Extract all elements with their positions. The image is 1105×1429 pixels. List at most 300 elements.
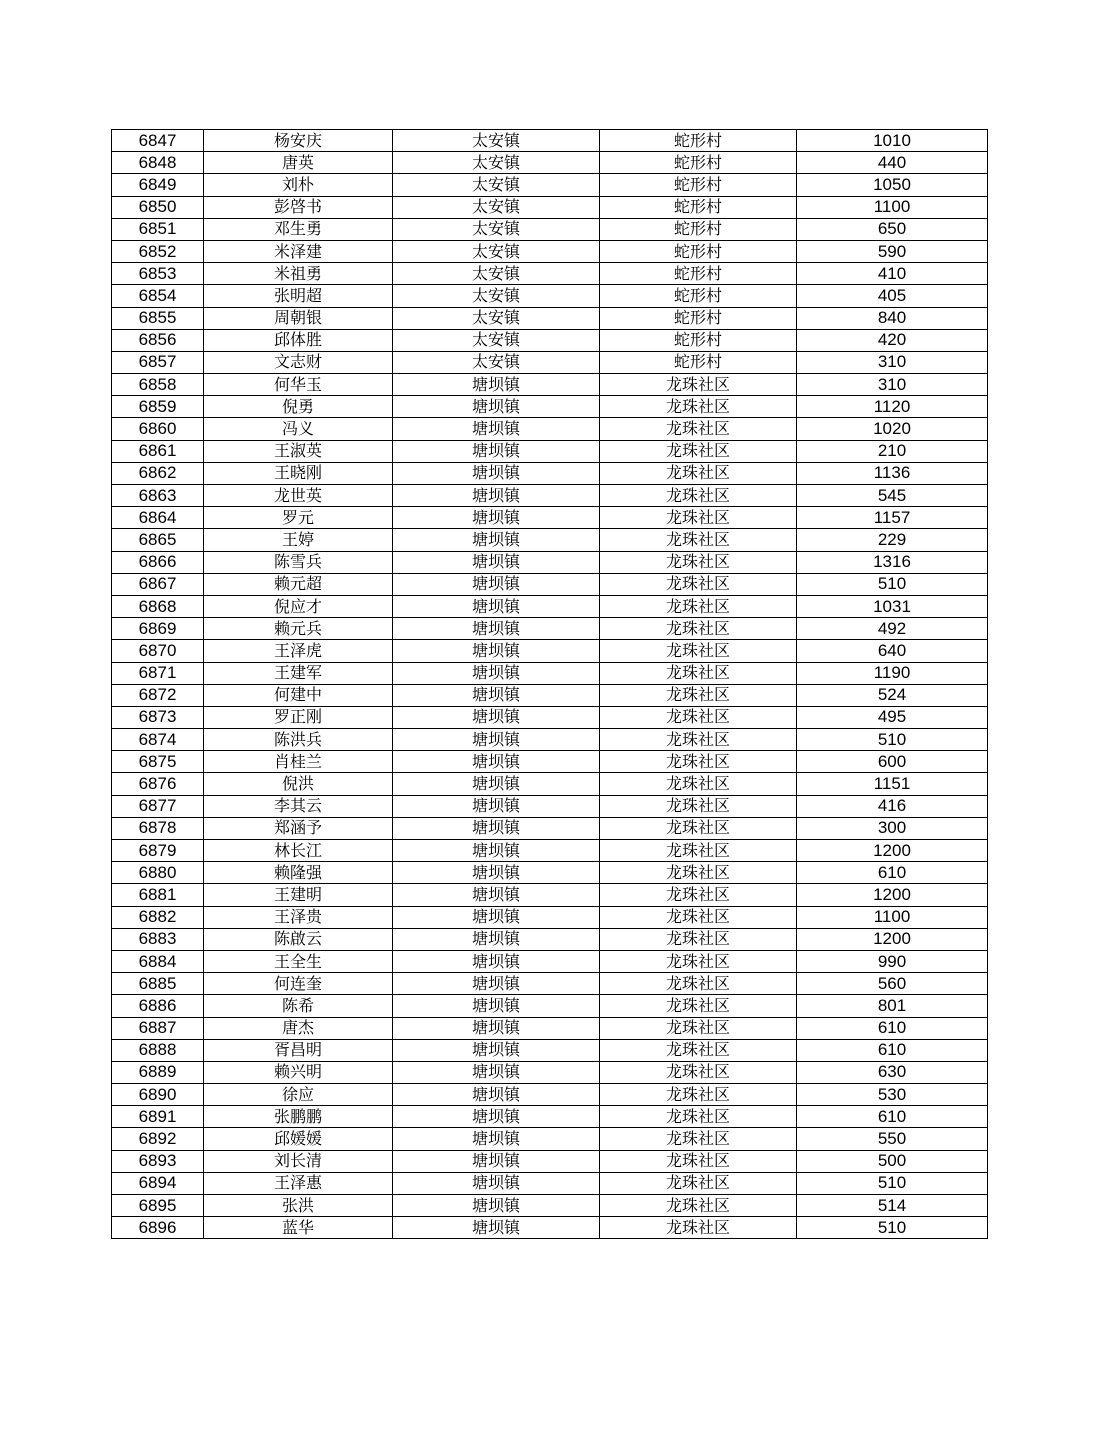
table-row — [112, 817, 988, 839]
table-row — [112, 462, 988, 484]
village-cell: 龙珠社区 — [600, 507, 797, 529]
town-cell: 太安镇 — [393, 174, 600, 196]
town-cell: 塘坝镇 — [393, 884, 600, 906]
name-cell: 赖元兵 — [204, 618, 393, 640]
amount-cell: 510 — [797, 573, 988, 595]
town-cell: 塘坝镇 — [393, 906, 600, 928]
town-cell: 塘坝镇 — [393, 706, 600, 728]
name-cell: 陈洪兵 — [204, 729, 393, 751]
village-cell: 龙珠社区 — [600, 773, 797, 795]
id-cell: 6879 — [112, 840, 204, 862]
village-cell: 龙珠社区 — [600, 1017, 797, 1039]
town-cell: 太安镇 — [393, 307, 600, 329]
name-cell: 王泽惠 — [204, 1172, 393, 1194]
amount-cell: 545 — [797, 485, 988, 507]
town-cell: 太安镇 — [393, 329, 600, 351]
name-cell: 王泽贵 — [204, 906, 393, 928]
id-cell: 6858 — [112, 374, 204, 396]
name-cell: 赖兴明 — [204, 1061, 393, 1083]
table-row — [112, 1039, 988, 1061]
id-cell: 6865 — [112, 529, 204, 551]
id-cell: 6885 — [112, 973, 204, 995]
name-cell: 赖隆强 — [204, 862, 393, 884]
name-cell: 刘长清 — [204, 1150, 393, 1172]
amount-cell: 600 — [797, 751, 988, 773]
village-cell: 龙珠社区 — [600, 973, 797, 995]
table-row — [112, 995, 988, 1017]
id-cell: 6871 — [112, 662, 204, 684]
name-cell: 邱媛媛 — [204, 1128, 393, 1150]
amount-cell: 300 — [797, 817, 988, 839]
name-cell: 杨安庆 — [204, 130, 393, 152]
village-cell: 龙珠社区 — [600, 1106, 797, 1128]
table-row — [112, 862, 988, 884]
amount-cell: 524 — [797, 684, 988, 706]
amount-cell: 1100 — [797, 196, 988, 218]
village-cell: 龙珠社区 — [600, 751, 797, 773]
amount-cell: 310 — [797, 351, 988, 373]
id-cell: 6850 — [112, 196, 204, 218]
id-cell: 6891 — [112, 1106, 204, 1128]
village-cell: 龙珠社区 — [600, 950, 797, 972]
table-row — [112, 884, 988, 906]
table-row — [112, 307, 988, 329]
id-cell: 6861 — [112, 440, 204, 462]
village-cell: 龙珠社区 — [600, 1084, 797, 1106]
amount-cell: 801 — [797, 995, 988, 1017]
village-cell: 龙珠社区 — [600, 928, 797, 950]
id-cell: 6857 — [112, 351, 204, 373]
town-cell: 塘坝镇 — [393, 1084, 600, 1106]
amount-cell: 550 — [797, 1128, 988, 1150]
table-row — [112, 152, 988, 174]
id-cell: 6867 — [112, 573, 204, 595]
village-cell: 蛇形村 — [600, 329, 797, 351]
table-row — [112, 285, 988, 307]
town-cell: 塘坝镇 — [393, 374, 600, 396]
town-cell: 塘坝镇 — [393, 662, 600, 684]
table-row — [112, 396, 988, 418]
table-row — [112, 729, 988, 751]
town-cell: 塘坝镇 — [393, 862, 600, 884]
name-cell: 文志财 — [204, 351, 393, 373]
table-row — [112, 595, 988, 617]
name-cell: 唐英 — [204, 152, 393, 174]
village-cell: 龙珠社区 — [600, 662, 797, 684]
name-cell: 王建军 — [204, 662, 393, 684]
id-cell: 6864 — [112, 507, 204, 529]
id-cell: 6848 — [112, 152, 204, 174]
amount-cell: 310 — [797, 374, 988, 396]
table-row — [112, 529, 988, 551]
id-cell: 6888 — [112, 1039, 204, 1061]
amount-cell: 1316 — [797, 551, 988, 573]
table-row — [112, 196, 988, 218]
id-cell: 6856 — [112, 329, 204, 351]
table-row — [112, 1195, 988, 1217]
village-cell: 龙珠社区 — [600, 551, 797, 573]
table-row — [112, 1150, 988, 1172]
id-cell: 6862 — [112, 462, 204, 484]
name-cell: 罗正刚 — [204, 706, 393, 728]
name-cell: 王泽虎 — [204, 640, 393, 662]
table-row — [112, 1106, 988, 1128]
name-cell: 胥昌明 — [204, 1039, 393, 1061]
town-cell: 塘坝镇 — [393, 1217, 600, 1239]
village-cell: 龙珠社区 — [600, 595, 797, 617]
id-cell: 6860 — [112, 418, 204, 440]
town-cell: 塘坝镇 — [393, 995, 600, 1017]
name-cell: 陈希 — [204, 995, 393, 1017]
name-cell: 倪洪 — [204, 773, 393, 795]
amount-cell: 510 — [797, 1217, 988, 1239]
name-cell: 王淑英 — [204, 440, 393, 462]
town-cell: 塘坝镇 — [393, 729, 600, 751]
amount-cell: 416 — [797, 795, 988, 817]
id-cell: 6883 — [112, 928, 204, 950]
table-row — [112, 418, 988, 440]
id-cell: 6890 — [112, 1084, 204, 1106]
town-cell: 太安镇 — [393, 218, 600, 240]
amount-cell: 560 — [797, 973, 988, 995]
town-cell: 塘坝镇 — [393, 640, 600, 662]
amount-cell: 610 — [797, 1039, 988, 1061]
table-row — [112, 840, 988, 862]
village-cell: 龙珠社区 — [600, 884, 797, 906]
id-cell: 6868 — [112, 595, 204, 617]
amount-cell: 440 — [797, 152, 988, 174]
town-cell: 塘坝镇 — [393, 551, 600, 573]
amount-cell: 405 — [797, 285, 988, 307]
amount-cell: 514 — [797, 1195, 988, 1217]
amount-cell: 410 — [797, 263, 988, 285]
amount-cell: 610 — [797, 1106, 988, 1128]
id-cell: 6878 — [112, 817, 204, 839]
amount-cell: 840 — [797, 307, 988, 329]
amount-cell: 500 — [797, 1150, 988, 1172]
table-row — [112, 329, 988, 351]
town-cell: 塘坝镇 — [393, 840, 600, 862]
id-cell: 6863 — [112, 485, 204, 507]
town-cell: 塘坝镇 — [393, 1106, 600, 1128]
name-cell: 蓝华 — [204, 1217, 393, 1239]
amount-cell: 420 — [797, 329, 988, 351]
amount-cell: 1031 — [797, 595, 988, 617]
table-row — [112, 485, 988, 507]
id-cell: 6876 — [112, 773, 204, 795]
town-cell: 塘坝镇 — [393, 485, 600, 507]
table-row — [112, 1061, 988, 1083]
amount-cell: 229 — [797, 529, 988, 551]
village-cell: 龙珠社区 — [600, 440, 797, 462]
village-cell: 龙珠社区 — [600, 1061, 797, 1083]
village-cell: 龙珠社区 — [600, 1150, 797, 1172]
name-cell: 王全生 — [204, 950, 393, 972]
town-cell: 太安镇 — [393, 263, 600, 285]
name-cell: 肖桂兰 — [204, 751, 393, 773]
id-cell: 6884 — [112, 950, 204, 972]
village-cell: 龙珠社区 — [600, 485, 797, 507]
name-cell: 倪勇 — [204, 396, 393, 418]
table-row — [112, 551, 988, 573]
village-cell: 蛇形村 — [600, 351, 797, 373]
name-cell: 张鹏鹏 — [204, 1106, 393, 1128]
id-cell: 6875 — [112, 751, 204, 773]
name-cell: 周朝银 — [204, 307, 393, 329]
village-cell: 龙珠社区 — [600, 1128, 797, 1150]
name-cell: 王晓刚 — [204, 462, 393, 484]
village-cell: 龙珠社区 — [600, 1195, 797, 1217]
table-row — [112, 218, 988, 240]
id-cell: 6874 — [112, 729, 204, 751]
id-cell: 6869 — [112, 618, 204, 640]
town-cell: 塘坝镇 — [393, 1150, 600, 1172]
town-cell: 塘坝镇 — [393, 462, 600, 484]
town-cell: 太安镇 — [393, 351, 600, 373]
table-row — [112, 928, 988, 950]
amount-cell: 1151 — [797, 773, 988, 795]
table-row — [112, 640, 988, 662]
village-cell: 龙珠社区 — [600, 1172, 797, 1194]
table-row — [112, 1172, 988, 1194]
amount-cell: 1136 — [797, 462, 988, 484]
village-cell: 龙珠社区 — [600, 706, 797, 728]
amount-cell: 1157 — [797, 507, 988, 529]
name-cell: 李其云 — [204, 795, 393, 817]
town-cell: 塘坝镇 — [393, 1128, 600, 1150]
town-cell: 塘坝镇 — [393, 1172, 600, 1194]
id-cell: 6893 — [112, 1150, 204, 1172]
table-row — [112, 795, 988, 817]
town-cell: 塘坝镇 — [393, 1195, 600, 1217]
town-cell: 塘坝镇 — [393, 1061, 600, 1083]
amount-cell: 1120 — [797, 396, 988, 418]
village-cell: 龙珠社区 — [600, 1039, 797, 1061]
amount-cell: 630 — [797, 1061, 988, 1083]
name-cell: 唐杰 — [204, 1017, 393, 1039]
village-cell: 龙珠社区 — [600, 862, 797, 884]
name-cell: 何建中 — [204, 684, 393, 706]
name-cell: 赖元超 — [204, 573, 393, 595]
name-cell: 陈雪兵 — [204, 551, 393, 573]
village-cell: 龙珠社区 — [600, 618, 797, 640]
id-cell: 6859 — [112, 396, 204, 418]
name-cell: 刘朴 — [204, 174, 393, 196]
town-cell: 塘坝镇 — [393, 595, 600, 617]
town-cell: 塘坝镇 — [393, 817, 600, 839]
village-cell: 蛇形村 — [600, 174, 797, 196]
name-cell: 倪应才 — [204, 595, 393, 617]
amount-cell: 495 — [797, 706, 988, 728]
id-cell: 6870 — [112, 640, 204, 662]
town-cell: 太安镇 — [393, 240, 600, 262]
village-cell: 蛇形村 — [600, 152, 797, 174]
id-cell: 6886 — [112, 995, 204, 1017]
amount-cell: 1200 — [797, 928, 988, 950]
town-cell: 塘坝镇 — [393, 618, 600, 640]
table-body — [112, 130, 988, 1239]
village-cell: 蛇形村 — [600, 218, 797, 240]
amount-cell: 1050 — [797, 174, 988, 196]
name-cell: 郑涵予 — [204, 817, 393, 839]
amount-cell: 640 — [797, 640, 988, 662]
table-row — [112, 706, 988, 728]
village-cell: 龙珠社区 — [600, 906, 797, 928]
village-cell: 龙珠社区 — [600, 1217, 797, 1239]
village-cell: 蛇形村 — [600, 196, 797, 218]
id-cell: 6873 — [112, 706, 204, 728]
town-cell: 塘坝镇 — [393, 440, 600, 462]
id-cell: 6887 — [112, 1017, 204, 1039]
village-cell: 蛇形村 — [600, 307, 797, 329]
table-row — [112, 973, 988, 995]
table-row — [112, 751, 988, 773]
village-cell: 蛇形村 — [600, 130, 797, 152]
id-cell: 6853 — [112, 263, 204, 285]
id-cell: 6852 — [112, 240, 204, 262]
id-cell: 6882 — [112, 906, 204, 928]
amount-cell: 510 — [797, 729, 988, 751]
village-cell: 龙珠社区 — [600, 573, 797, 595]
table-row — [112, 130, 988, 152]
amount-cell: 1010 — [797, 130, 988, 152]
id-cell: 6855 — [112, 307, 204, 329]
town-cell: 塘坝镇 — [393, 950, 600, 972]
id-cell: 6892 — [112, 1128, 204, 1150]
amount-cell: 1100 — [797, 906, 988, 928]
table-row — [112, 263, 988, 285]
village-cell: 蛇形村 — [600, 263, 797, 285]
id-cell: 6849 — [112, 174, 204, 196]
town-cell: 塘坝镇 — [393, 529, 600, 551]
village-cell: 蛇形村 — [600, 240, 797, 262]
village-cell: 龙珠社区 — [600, 396, 797, 418]
id-cell: 6895 — [112, 1195, 204, 1217]
name-cell: 王建明 — [204, 884, 393, 906]
table-row — [112, 351, 988, 373]
data-table — [111, 129, 988, 1239]
town-cell: 塘坝镇 — [393, 973, 600, 995]
id-cell: 6881 — [112, 884, 204, 906]
town-cell: 塘坝镇 — [393, 1039, 600, 1061]
name-cell: 邓生勇 — [204, 218, 393, 240]
name-cell: 米祖勇 — [204, 263, 393, 285]
village-cell: 龙珠社区 — [600, 374, 797, 396]
village-cell: 龙珠社区 — [600, 462, 797, 484]
table-row — [112, 174, 988, 196]
village-cell: 龙珠社区 — [600, 684, 797, 706]
name-cell: 徐应 — [204, 1084, 393, 1106]
name-cell: 王婷 — [204, 529, 393, 551]
id-cell: 6866 — [112, 551, 204, 573]
village-cell: 蛇形村 — [600, 285, 797, 307]
table-row — [112, 1017, 988, 1039]
village-cell: 龙珠社区 — [600, 995, 797, 1017]
town-cell: 太安镇 — [393, 152, 600, 174]
table-row — [112, 507, 988, 529]
town-cell: 塘坝镇 — [393, 684, 600, 706]
town-cell: 太安镇 — [393, 196, 600, 218]
id-cell: 6889 — [112, 1061, 204, 1083]
name-cell: 邱体胜 — [204, 329, 393, 351]
town-cell: 塘坝镇 — [393, 507, 600, 529]
amount-cell: 492 — [797, 618, 988, 640]
amount-cell: 990 — [797, 950, 988, 972]
amount-cell: 1200 — [797, 884, 988, 906]
id-cell: 6877 — [112, 795, 204, 817]
table-row — [112, 950, 988, 972]
name-cell: 何华玉 — [204, 374, 393, 396]
table-row — [112, 1084, 988, 1106]
table-row — [112, 440, 988, 462]
table-row — [112, 773, 988, 795]
name-cell: 米泽建 — [204, 240, 393, 262]
id-cell: 6847 — [112, 130, 204, 152]
village-cell: 龙珠社区 — [600, 418, 797, 440]
table-row — [112, 662, 988, 684]
id-cell: 6851 — [112, 218, 204, 240]
table-row — [112, 1217, 988, 1239]
table-row — [112, 618, 988, 640]
name-cell: 何连奎 — [204, 973, 393, 995]
table-row — [112, 374, 988, 396]
town-cell: 塘坝镇 — [393, 928, 600, 950]
amount-cell: 610 — [797, 1017, 988, 1039]
id-cell: 6872 — [112, 684, 204, 706]
town-cell: 塘坝镇 — [393, 773, 600, 795]
table-row — [112, 1128, 988, 1150]
name-cell: 冯义 — [204, 418, 393, 440]
village-cell: 龙珠社区 — [600, 795, 797, 817]
name-cell: 罗元 — [204, 507, 393, 529]
amount-cell: 590 — [797, 240, 988, 262]
town-cell: 塘坝镇 — [393, 751, 600, 773]
id-cell: 6894 — [112, 1172, 204, 1194]
name-cell: 林长江 — [204, 840, 393, 862]
amount-cell: 210 — [797, 440, 988, 462]
amount-cell: 610 — [797, 862, 988, 884]
amount-cell: 1190 — [797, 662, 988, 684]
town-cell: 塘坝镇 — [393, 418, 600, 440]
town-cell: 塘坝镇 — [393, 573, 600, 595]
table-row — [112, 906, 988, 928]
town-cell: 太安镇 — [393, 285, 600, 307]
amount-cell: 650 — [797, 218, 988, 240]
town-cell: 塘坝镇 — [393, 1017, 600, 1039]
table-row — [112, 684, 988, 706]
name-cell: 彭啓书 — [204, 196, 393, 218]
village-cell: 龙珠社区 — [600, 840, 797, 862]
name-cell: 张明超 — [204, 285, 393, 307]
amount-cell: 510 — [797, 1172, 988, 1194]
id-cell: 6880 — [112, 862, 204, 884]
table-row — [112, 573, 988, 595]
id-cell: 6896 — [112, 1217, 204, 1239]
amount-cell: 1200 — [797, 840, 988, 862]
name-cell: 陈啟云 — [204, 928, 393, 950]
town-cell: 太安镇 — [393, 130, 600, 152]
name-cell: 龙世英 — [204, 485, 393, 507]
name-cell: 张洪 — [204, 1195, 393, 1217]
town-cell: 塘坝镇 — [393, 795, 600, 817]
town-cell: 塘坝镇 — [393, 396, 600, 418]
village-cell: 龙珠社区 — [600, 729, 797, 751]
id-cell: 6854 — [112, 285, 204, 307]
village-cell: 龙珠社区 — [600, 529, 797, 551]
table-row — [112, 240, 988, 262]
amount-cell: 1020 — [797, 418, 988, 440]
village-cell: 龙珠社区 — [600, 640, 797, 662]
